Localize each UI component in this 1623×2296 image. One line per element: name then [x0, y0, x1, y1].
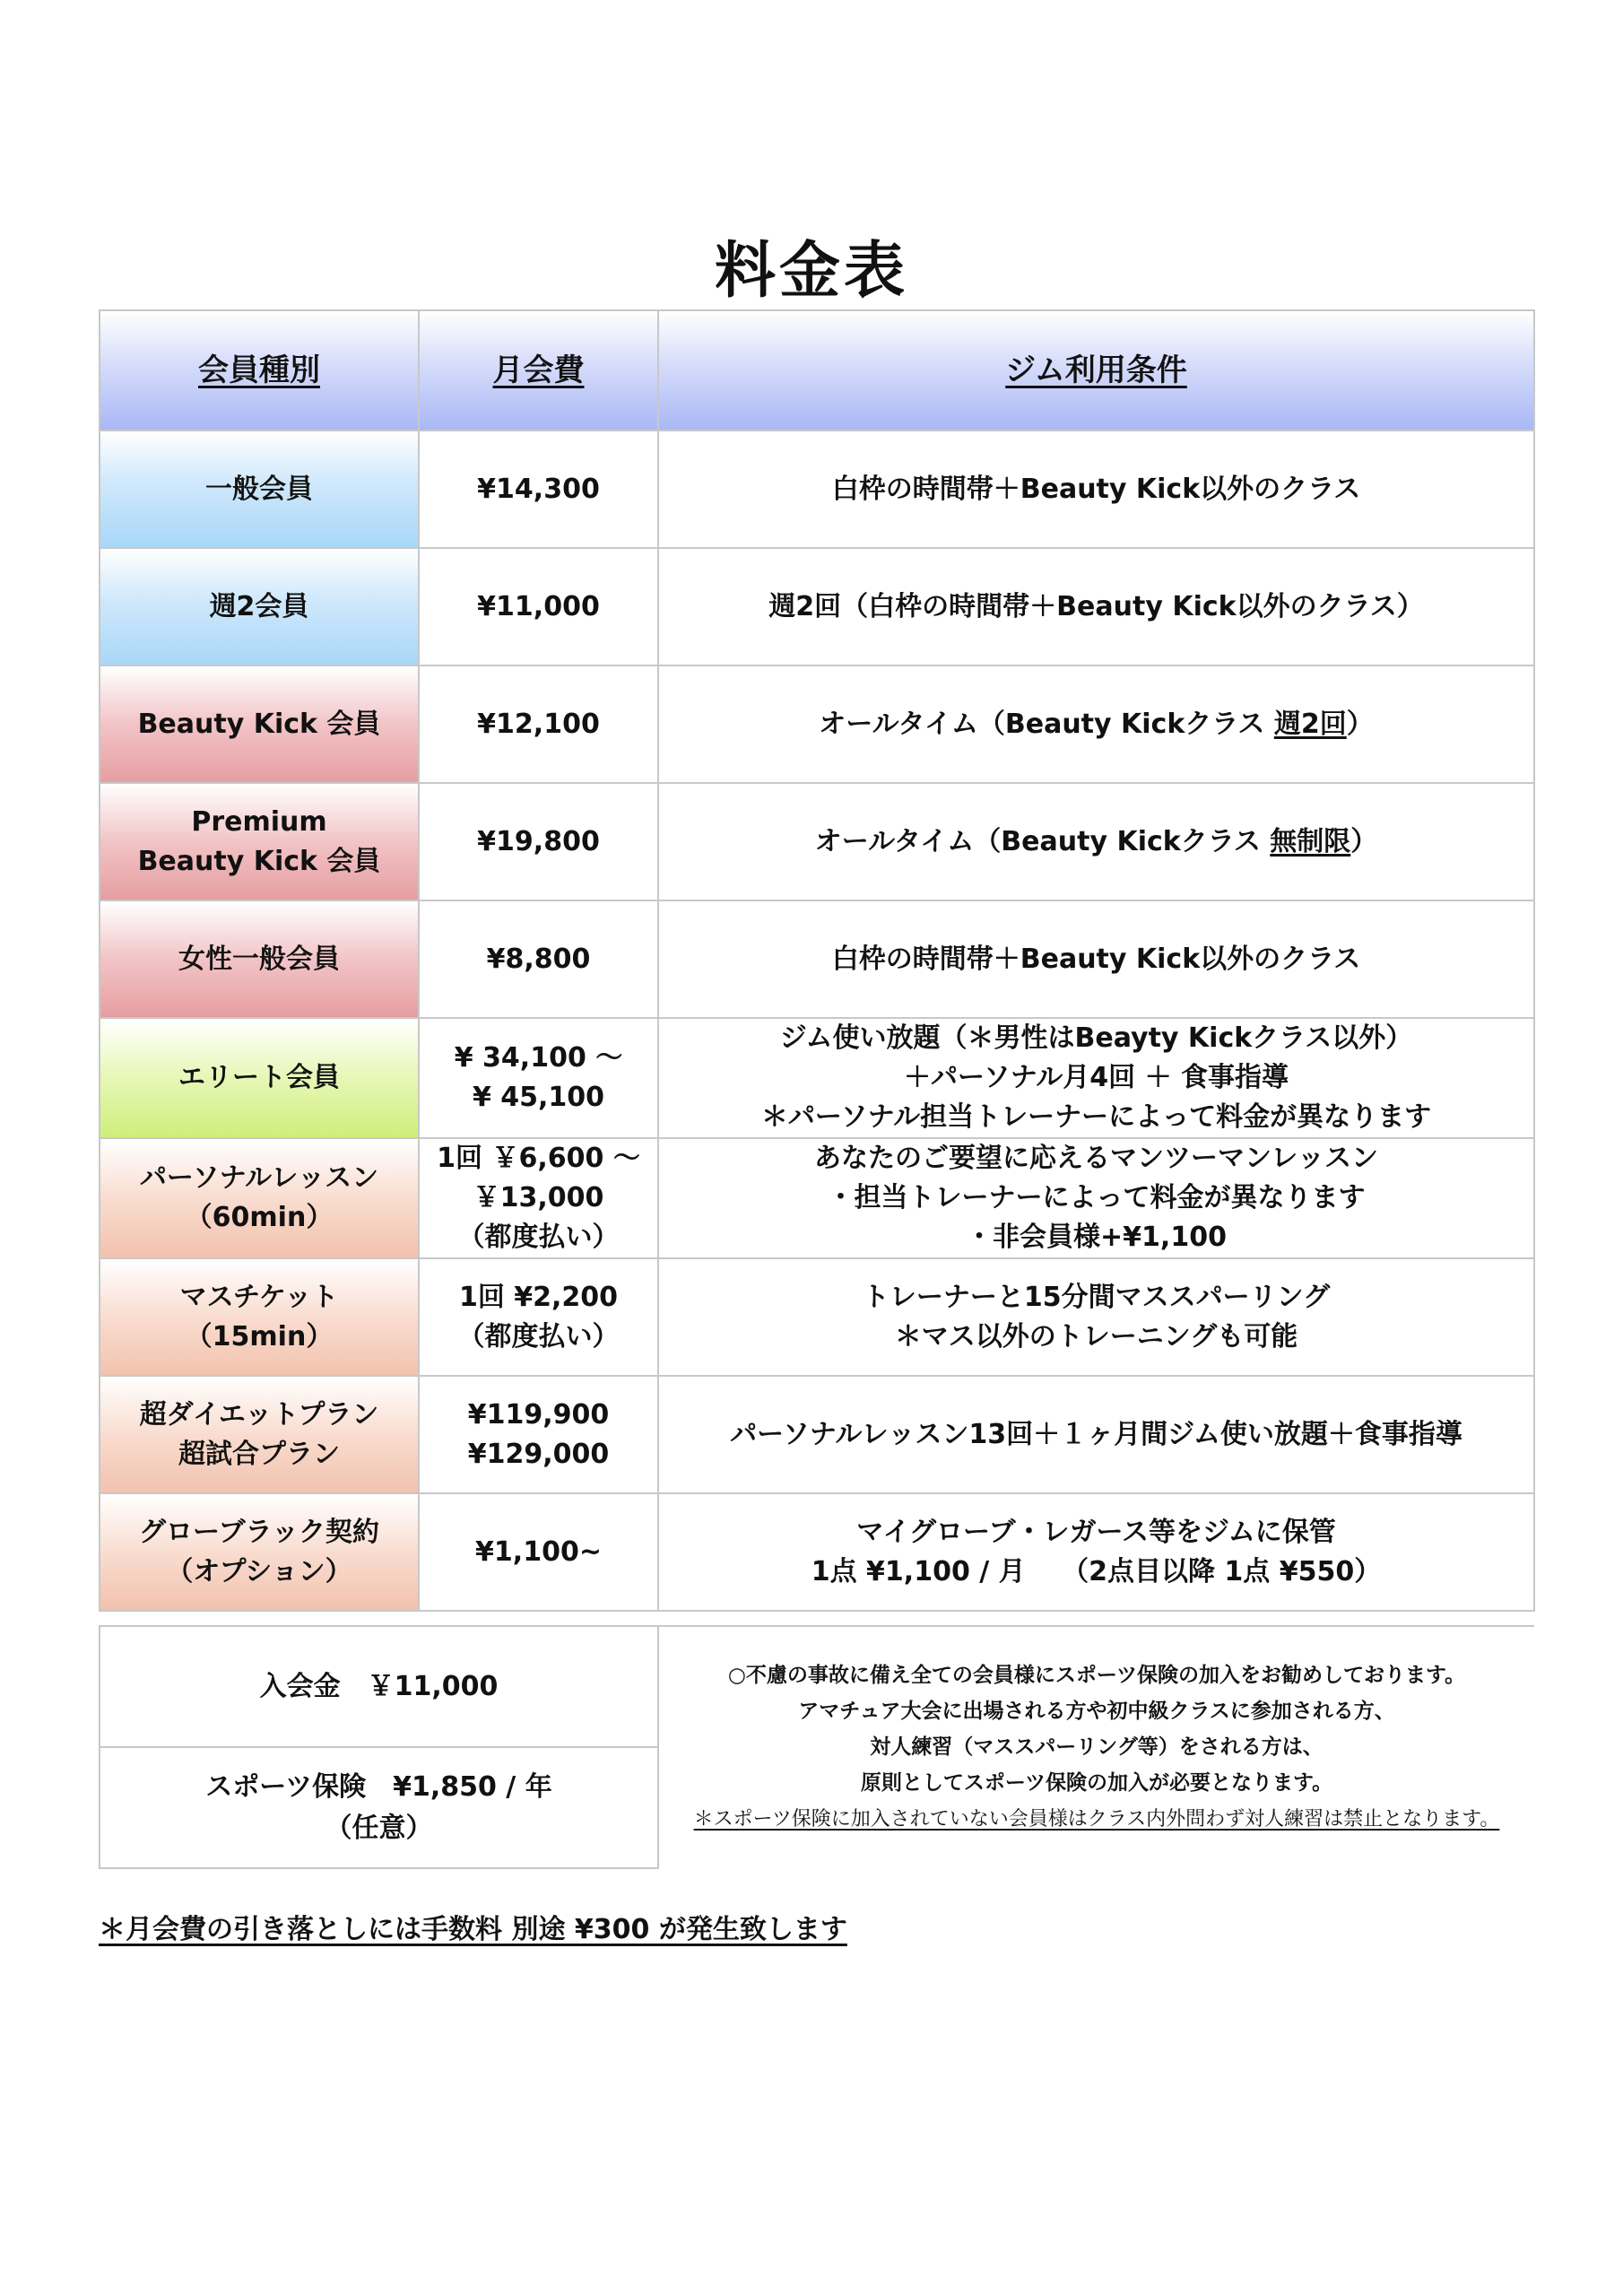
- monthly-fee-value: ¥ 45,100: [472, 1082, 605, 1113]
- membership-type-cell: [100, 548, 419, 665]
- table-row: [100, 1493, 1534, 1611]
- monthly-fee-value: （都度払い）: [457, 1320, 620, 1352]
- membership-type-label: Beauty Kick 会員: [137, 708, 381, 740]
- table-row: [100, 430, 1534, 548]
- conditions-text: 白枠の時間帯＋Beauty Kick以外のクラス: [831, 473, 1361, 505]
- monthly-fee-cell: [419, 1376, 658, 1493]
- conditions-text: マイグローブ・レガース等をジムに保管: [856, 1516, 1336, 1548]
- membership-type-cell: [100, 1493, 419, 1611]
- monthly-fee-cell: [419, 783, 658, 900]
- table-row: [100, 548, 1534, 665]
- conditions-text-end: ）: [1350, 825, 1378, 857]
- page-title: 料金表: [714, 236, 908, 307]
- conditions-cell: [658, 548, 1534, 665]
- monthly-fee-value: 1回 ¥2,200: [458, 1281, 619, 1313]
- conditions-cell: [658, 1018, 1534, 1138]
- monthly-fee-cell: [419, 1493, 658, 1611]
- conditions-text: ・担当トレーナーによって料金が異なります: [827, 1182, 1366, 1213]
- conditions-text: オールタイム（Beauty Kickクラス: [814, 825, 1271, 857]
- membership-type-label: エリート会員: [178, 1062, 340, 1093]
- membership-type-label: グローブラック契約: [139, 1516, 379, 1548]
- sports-insurance-optional: （任意）: [325, 1812, 433, 1844]
- monthly-fee-value: ¥11,000: [477, 590, 600, 622]
- conditions-cell: [658, 1493, 1534, 1611]
- conditions-text: あなたのご要望に応えるマンツーマンレッスン: [814, 1143, 1378, 1174]
- admission-fee: [100, 1626, 658, 1747]
- membership-type-label: 一般会員: [205, 473, 313, 505]
- monthly-fee-cell: [419, 430, 658, 548]
- membership-type-cell: [100, 1018, 419, 1138]
- header-monthly-fee: 月会費: [419, 310, 658, 430]
- conditions-text: ＊パーソナル担当トレーナーによって料金が異なります: [760, 1101, 1432, 1133]
- insurance-note-line: ○不慮の事故に備え全ての会員様にスポーツ保険の加入をお勧めしております。: [727, 1664, 1466, 1687]
- monthly-fee-cell: [419, 1018, 658, 1138]
- monthly-fee-value: ￥13,000: [473, 1182, 604, 1213]
- membership-type-cell: [100, 665, 419, 783]
- membership-type-label: （オプション）: [166, 1555, 352, 1587]
- membership-type-cell: [100, 783, 419, 900]
- monthly-fee-cell: [419, 900, 658, 1018]
- table-row: [100, 1138, 1534, 1258]
- table-row: [100, 900, 1534, 1018]
- monthly-fee-cell: [419, 1258, 658, 1376]
- membership-type-cell: [100, 1258, 419, 1376]
- header-membership-type: 会員種別: [100, 310, 419, 430]
- membership-type-label: Beauty Kick 会員: [137, 845, 381, 877]
- conditions-text: オールタイム（Beauty Kickクラス: [819, 708, 1274, 740]
- conditions-text: 1点 ¥1,100 / 月 （2点目以降 1点 ¥550）: [811, 1555, 1382, 1587]
- monthly-fee-cell: [419, 548, 658, 665]
- table-row: [100, 1018, 1534, 1138]
- conditions-text: トレーナーと15分間マススパーリング: [862, 1281, 1331, 1313]
- monthly-fee-cell: [419, 1138, 658, 1258]
- table-row: [100, 1376, 1534, 1493]
- membership-type-cell: [100, 1376, 419, 1493]
- table-header-row: [100, 310, 1534, 430]
- membership-type-label: マスチケット: [179, 1281, 339, 1313]
- conditions-text: ジム使い放題（＊男性はBeayty Kickクラス以外）: [779, 1022, 1413, 1054]
- insurance-note: [658, 1626, 1534, 1868]
- sports-insurance-text: スポーツ保険 ¥1,850 / 年: [205, 1770, 552, 1803]
- admission-fee-text: 入会金 ￥11,000: [259, 1670, 499, 1702]
- table-row: [100, 665, 1534, 783]
- conditions-cell: [658, 783, 1534, 900]
- table-row: [100, 783, 1534, 900]
- conditions-text: パーソナルレッスン13回＋１ヶ月間ジム使い放題＋食事指導: [730, 1418, 1462, 1450]
- membership-type-label: 週2会員: [209, 590, 309, 622]
- fees-table: [99, 1625, 1534, 1869]
- sports-insurance: [100, 1747, 658, 1868]
- conditions-cell: [658, 1258, 1534, 1376]
- conditions-emphasis: 週2回: [1273, 708, 1347, 740]
- membership-type-label: 超試合プラン: [178, 1438, 340, 1470]
- pricing-table: [99, 309, 1535, 1612]
- monthly-fee-value: 1回 ￥6,600 ～: [437, 1143, 640, 1174]
- footnote: ＊月会費の引き落としには手数料 別途 ¥300 が発生致します: [99, 1914, 847, 1945]
- membership-type-label: 女性一般会員: [178, 943, 340, 975]
- membership-type-cell: [100, 1138, 419, 1258]
- header-gym-conditions: ジム利用条件: [658, 310, 1534, 430]
- conditions-cell: [658, 900, 1534, 1018]
- conditions-text: 白枠の時間帯＋Beauty Kick以外のクラス: [831, 943, 1361, 975]
- conditions-cell: [658, 1138, 1534, 1258]
- membership-type-label: （60min）: [185, 1202, 334, 1233]
- monthly-fee-value: ¥12,100: [477, 708, 600, 740]
- insurance-note-line: 対人練習（マススパーリング等）をされる方は、: [870, 1735, 1324, 1759]
- membership-type-cell: [100, 900, 419, 1018]
- insurance-note-line: アマチュア大会に出場される方や初中級クラスに参加される方、: [798, 1700, 1395, 1723]
- conditions-text: ・非会員様+¥1,100: [966, 1222, 1227, 1253]
- conditions-cell: [658, 665, 1534, 783]
- conditions-text-end: ）: [1346, 708, 1374, 740]
- conditions-text: ＋パーソナル月4回 ＋ 食事指導: [903, 1062, 1289, 1093]
- monthly-fee-value: ¥ 34,100 ～: [454, 1042, 623, 1074]
- membership-type-label: （15min）: [185, 1320, 334, 1352]
- monthly-fee-value: ¥1,100~: [475, 1535, 602, 1568]
- monthly-fee-value: ¥119,900: [467, 1398, 610, 1431]
- monthly-fee-cell: [419, 665, 658, 783]
- membership-type-label: パーソナルレッスン: [139, 1162, 379, 1194]
- conditions-cell: [658, 430, 1534, 548]
- insurance-disclaimer: ＊スポーツ保険に加入されていない会員様はクラス内外問わず対人練習は禁止となります。: [693, 1808, 1500, 1831]
- monthly-fee-value: ¥19,800: [477, 825, 600, 857]
- conditions-cell: [658, 1376, 1534, 1493]
- monthly-fee-value: ¥14,300: [477, 473, 600, 505]
- monthly-fee-value: ¥8,800: [486, 943, 591, 975]
- monthly-fee-value: ¥129,000: [467, 1438, 610, 1470]
- monthly-fee-value: （都度払い）: [457, 1222, 620, 1253]
- membership-type-label: 超ダイエットプラン: [139, 1398, 379, 1431]
- conditions-emphasis: 無制限: [1270, 825, 1351, 857]
- conditions-text: ＊マス以外のトレーニングも可能: [894, 1320, 1298, 1352]
- membership-type-label: Premium: [191, 805, 327, 838]
- table-row: [100, 1258, 1534, 1376]
- conditions-text: 週2回（白枠の時間帯＋Beauty Kick以外のクラス）: [768, 590, 1424, 622]
- insurance-note-line: 原則としてスポーツ保険の加入が必要となります。: [860, 1771, 1333, 1795]
- membership-type-cell: [100, 430, 419, 548]
